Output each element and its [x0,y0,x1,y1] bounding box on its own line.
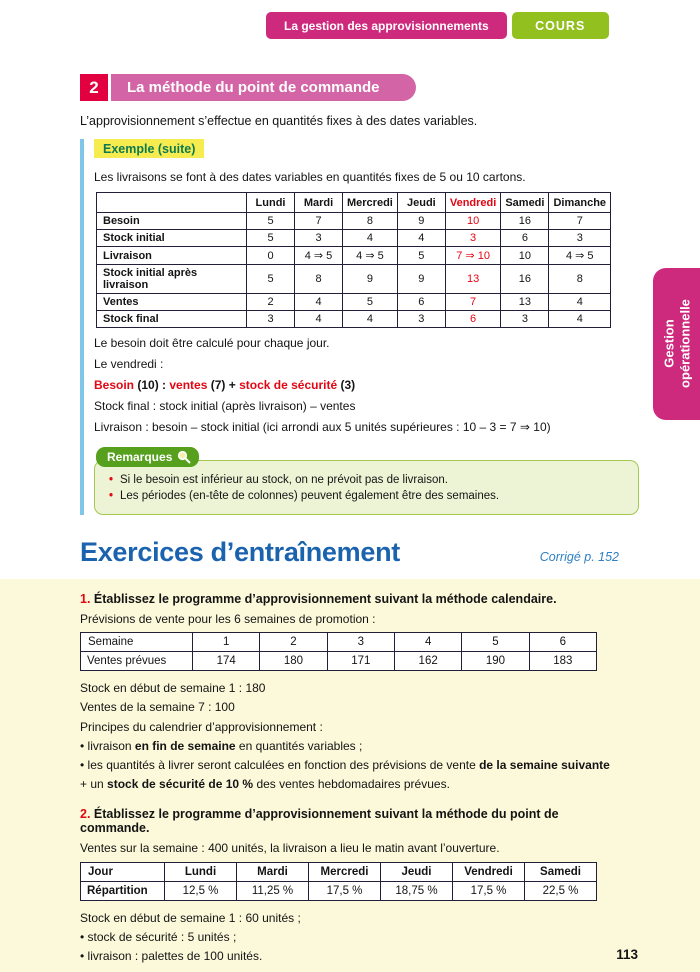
data-cell: 4 [549,294,611,311]
row-label: Stock final [97,311,247,328]
remarks-block [94,449,639,515]
data-cell: 6 [397,294,445,311]
text-segment: de la semaine suivante [479,757,610,772]
data-cell: 5 [397,247,445,265]
data-cell: 17,5 % [453,881,525,900]
ex1-line-ventes [80,699,620,715]
data-cell: 18,75 % [381,881,453,900]
table-row [97,265,611,294]
data-cell: 16 [501,265,549,294]
text-segment: 1. [80,592,94,606]
side-tab-line2: opérationnelle [677,299,692,388]
data-cell: 7 [549,213,611,230]
data-cell: 12,5 % [165,881,237,900]
text-segment: Stock en début de semaine 1 : 60 unités ; [80,910,301,925]
data-cell: 4 [343,311,398,328]
ex1-bullet-quantites [80,757,620,773]
column-header [97,193,247,213]
corrige-reference: Corrigé p. 152 [539,550,619,564]
data-cell: 190 [462,652,529,671]
exercises-heading [80,537,645,568]
table-row [97,311,611,328]
row-label: Ventes prévues [81,652,193,671]
column-header: Lundi [247,193,295,213]
data-cell: 8 [295,265,343,294]
data-cell: 0 [247,247,295,265]
row-label: Répartition [81,881,165,900]
data-cell: 3 [247,311,295,328]
supply-schedule-table [96,192,611,328]
text-segment: en fin de semaine [134,738,236,753]
text-segment: 2. [80,807,94,822]
daily-split-table [80,862,597,901]
side-tab-line1: Gestion [661,319,677,368]
data-cell: 180 [260,652,327,671]
data-cell: 3 [501,311,549,328]
text-segment: Besoin [94,378,135,392]
row-label: Stock initial après livraison [97,265,247,294]
data-cell: 13 [501,294,549,311]
section-title: La méthode du point de commande [111,74,416,101]
row-label: Ventes [97,294,247,311]
ex1-bullet-livraison [80,738,620,754]
ex1-line-stock [80,680,620,696]
data-cell: 7 ⇒ 10 [445,247,500,265]
data-cell: 11,25 % [237,881,309,900]
data-cell: 2 [247,294,295,311]
data-cell: 8 [343,213,398,230]
side-tab-gestion-operationnelle [653,268,700,420]
data-cell: 5 [247,265,295,294]
note-stock-final: Stock final : stock initial (après livraison) – ventes [94,399,356,413]
data-cell: 4 [295,294,343,311]
column-header: 5 [462,633,529,652]
data-cell: 5 [247,213,295,230]
text-segment: (3) [337,378,356,392]
text-segment: (10) : [134,378,170,392]
table-row [81,881,597,900]
header-row [81,862,597,881]
column-header: Vendredi [445,193,500,213]
section-number: 2 [80,74,108,101]
exercises-section [0,579,700,972]
side-tab-label [654,268,700,420]
column-header: Semaine [81,633,193,652]
data-cell: 4 [397,230,445,247]
column-header: Jeudi [381,862,453,881]
data-cell: 6 [501,230,549,247]
table-row [97,230,611,247]
page-number: 113 [616,947,638,962]
example-block [80,139,645,515]
data-cell: 171 [327,652,394,671]
data-cell: 10 [501,247,549,265]
row-label: Stock initial [97,230,247,247]
column-header: Mardi [237,862,309,881]
ex2-bullet-livraison [80,948,620,964]
column-header: 6 [529,633,596,652]
data-cell: 10 [445,213,500,230]
table-row [97,247,611,265]
data-cell: 174 [193,652,260,671]
data-cell: 9 [397,265,445,294]
text-segment: • livraison : palettes de 100 unités. [80,948,263,963]
text-segment: ventes [169,378,208,392]
exercise-1-lead: Prévisions de vente pour les 6 semaines de promotion : [80,612,376,626]
remark-item: • Si le besoin est inférieur au stock, on ne prévoit pas de livraison. [108,474,624,486]
ex1-line-securite [80,776,620,792]
text-segment: • livraison [80,738,135,753]
remarks-label: Remarques [107,450,173,464]
data-cell: 22,5 % [525,881,597,900]
column-header: 1 [193,633,260,652]
data-cell: 9 [397,213,445,230]
data-cell: 4 ⇒ 5 [295,247,343,265]
data-cell: 5 [343,294,398,311]
column-header: Lundi [165,862,237,881]
text-segment: (7) + [207,378,240,392]
text-segment: des ventes hebdomadaires prévues. [253,777,450,792]
cours-badge: COURS [512,12,609,39]
section-intro: L’approvisionnement s’effectue en quantités fixes à des dates variables. [80,114,478,128]
column-header: 2 [260,633,327,652]
data-cell: 4 [343,230,398,247]
text-segment: Principes du calendrier d’approvisionnement : [80,719,323,734]
text-segment: stock de sécurité [239,378,338,392]
data-cell: 3 [549,230,611,247]
exercise-1-title [80,592,620,606]
column-header: Vendredi [453,862,525,881]
ex1-line-principes [80,719,620,735]
table-row [97,294,611,311]
data-cell: 16 [501,213,549,230]
remarks-list [94,460,639,515]
example-intro: Les livraisons se font à des dates variables en quantités fixes de 5 ou 10 cartons. [94,170,526,184]
page-header [266,12,609,39]
ex2-bullet-securite [80,929,620,945]
data-cell: 4 [295,311,343,328]
remark-item: • Les périodes (en-tête de colonnes) peuvent également être des semaines. [108,490,624,502]
data-cell: 9 [343,265,398,294]
data-cell: 8 [549,265,611,294]
example-label: Exemple (suite) [94,139,204,158]
besoin-formula [94,378,645,392]
data-cell: 17,5 % [309,881,381,900]
note-daily: Le besoin doit être calculé pour chaque jour. [94,336,330,350]
row-label: Besoin [97,213,247,230]
column-header: Mercredi [309,862,381,881]
table-row [97,213,611,230]
data-cell: 4 [549,311,611,328]
exercise-2-title [80,807,620,835]
column-header: Mercredi [343,193,398,213]
remarks-badge [96,447,199,467]
column-header: Samedi [501,193,549,213]
column-header: Dimanche [549,193,611,213]
table-row [81,652,597,671]
text-segment: • les quantités à livrer seront calculées en fonction des prévisions de vente [80,757,480,772]
data-cell: 4 ⇒ 5 [343,247,398,265]
column-header: 4 [394,633,461,652]
data-cell: 5 [247,230,295,247]
column-header: Samedi [525,862,597,881]
magnifier-icon [177,450,191,464]
data-cell: 3 [397,311,445,328]
text-segment: stock de sécurité de 10 % [107,777,254,792]
column-header: Jour [81,862,165,881]
text-segment: en quantités variables ; [235,738,363,753]
text-segment: Établissez le programme d’approvisionnement suivant la méthode calendaire. [93,592,557,606]
ex2-line-stock [80,910,620,926]
header-row [81,633,597,652]
text-segment: Ventes de la semaine 7 : 100 [80,700,235,715]
data-cell: 7 [295,213,343,230]
header-row [97,193,611,213]
column-header: Mardi [295,193,343,213]
data-cell: 7 [445,294,500,311]
data-cell: 162 [394,652,461,671]
text-segment: Stock en début de semaine 1 : 180 [80,681,266,696]
section-heading [80,74,645,101]
row-label: Livraison [97,247,247,265]
data-cell: 3 [295,230,343,247]
data-cell: 13 [445,265,500,294]
column-header: 3 [327,633,394,652]
text-segment: + un [80,777,108,792]
note-friday: Le vendredi : [94,357,164,371]
data-cell: 4 ⇒ 5 [549,247,611,265]
data-cell: 6 [445,311,500,328]
text-segment: Établissez le programme d’approvisionnement suivant la méthode du point de commande. [80,807,559,836]
data-cell: 183 [529,652,596,671]
exercise-2-lead: Ventes sur la semaine : 400 unités, la livraison a lieu le matin avant l’ouverture. [80,841,500,856]
data-cell: 3 [445,230,500,247]
column-header: Jeudi [397,193,445,213]
exercises-title: Exercices d’entraînement [80,537,400,567]
chapter-title: La gestion des approvisionnements [266,12,507,39]
text-segment: • stock de sécurité : 5 unités ; [80,929,237,944]
note-livraison: Livraison : besoin – stock initial (ici arrondi aux 5 unités supérieures : 10 – 3 = 7 ⇒ 10) [94,420,551,434]
sales-forecast-table [80,632,597,671]
